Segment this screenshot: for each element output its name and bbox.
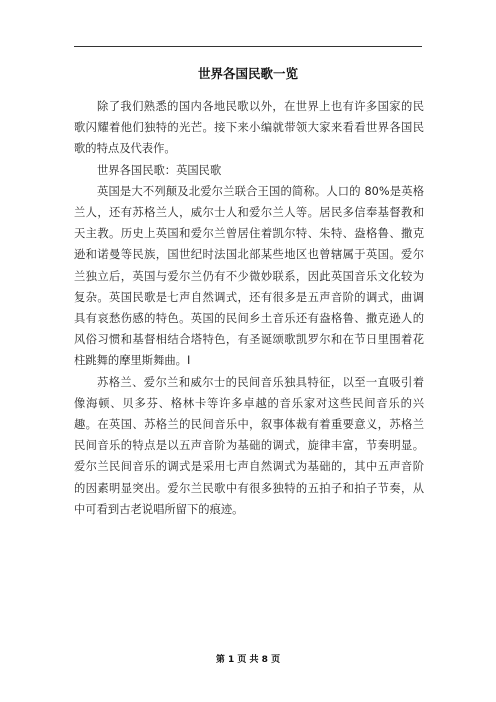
england-paragraph: 英国是大不列颠及北爱尔兰联合王国的简称。人口的 80%是英格兰人，还有苏格兰人，威尔士人和爱尔兰人等。居民多信奉基督教和天主教。历史上英国和爱尔兰曾居住着凯尔特、朱特、盎格鲁、撒克逊和诺曼等民族，国世纪时法国北部某些地区也曾辖属于英国。爱尔兰独立后，英国与爱尔兰仍有不少微妙联系，因此英国音乐文化较为复杂。英国民歌是七声自然调式，还有很多是五声音阶的调式，曲调具有哀愁伤感的特色。英国的民间乡土音乐还有盎格鲁、撒克逊人的风俗习惯和基督相结合塔特色，有圣诞颂歌凯罗尔和在节日里围着花柱跳舞的摩里斯舞曲。I bbox=[74, 184, 424, 368]
body-text bbox=[74, 96, 424, 520]
page-title: 世界各国民歌一览 bbox=[197, 66, 298, 81]
intro-paragraph: 除了我们熟悉的国内各地民歌以外，在世界上也有许多国家的民歌闪耀着他们独特的光芒。接下来小编就带领大家来看看世界各国民歌的特点及代表作。 bbox=[74, 100, 424, 156]
section-heading: 世界各国民歌：英国民歌 bbox=[97, 163, 222, 177]
page-footer: 第 1 页 共 8 页 bbox=[215, 655, 281, 665]
header-rule bbox=[74, 46, 422, 47]
scotland-ireland-paragraph: 苏格兰、爱尔兰和威尔士的民间音乐独具特征，以至一直吸引着像海顿、贝多芬、格林卡等许多卓越的音乐家对这些民间音乐的兴趣。在英国、苏格兰的民间音乐中，叙事体裁有着重要意义，苏格兰民间音乐的特点是以五声音阶为基础的调式，旋律丰富，节奏明显。爱尔兰民间音乐的调式是采用七声自然调式为基础的，其中五声音阶的因素明显突出。爱尔兰民歌中有很多独特的五拍子和拍子节奏，从中可看到古老说唱所留下的痕迹。 bbox=[74, 375, 424, 516]
